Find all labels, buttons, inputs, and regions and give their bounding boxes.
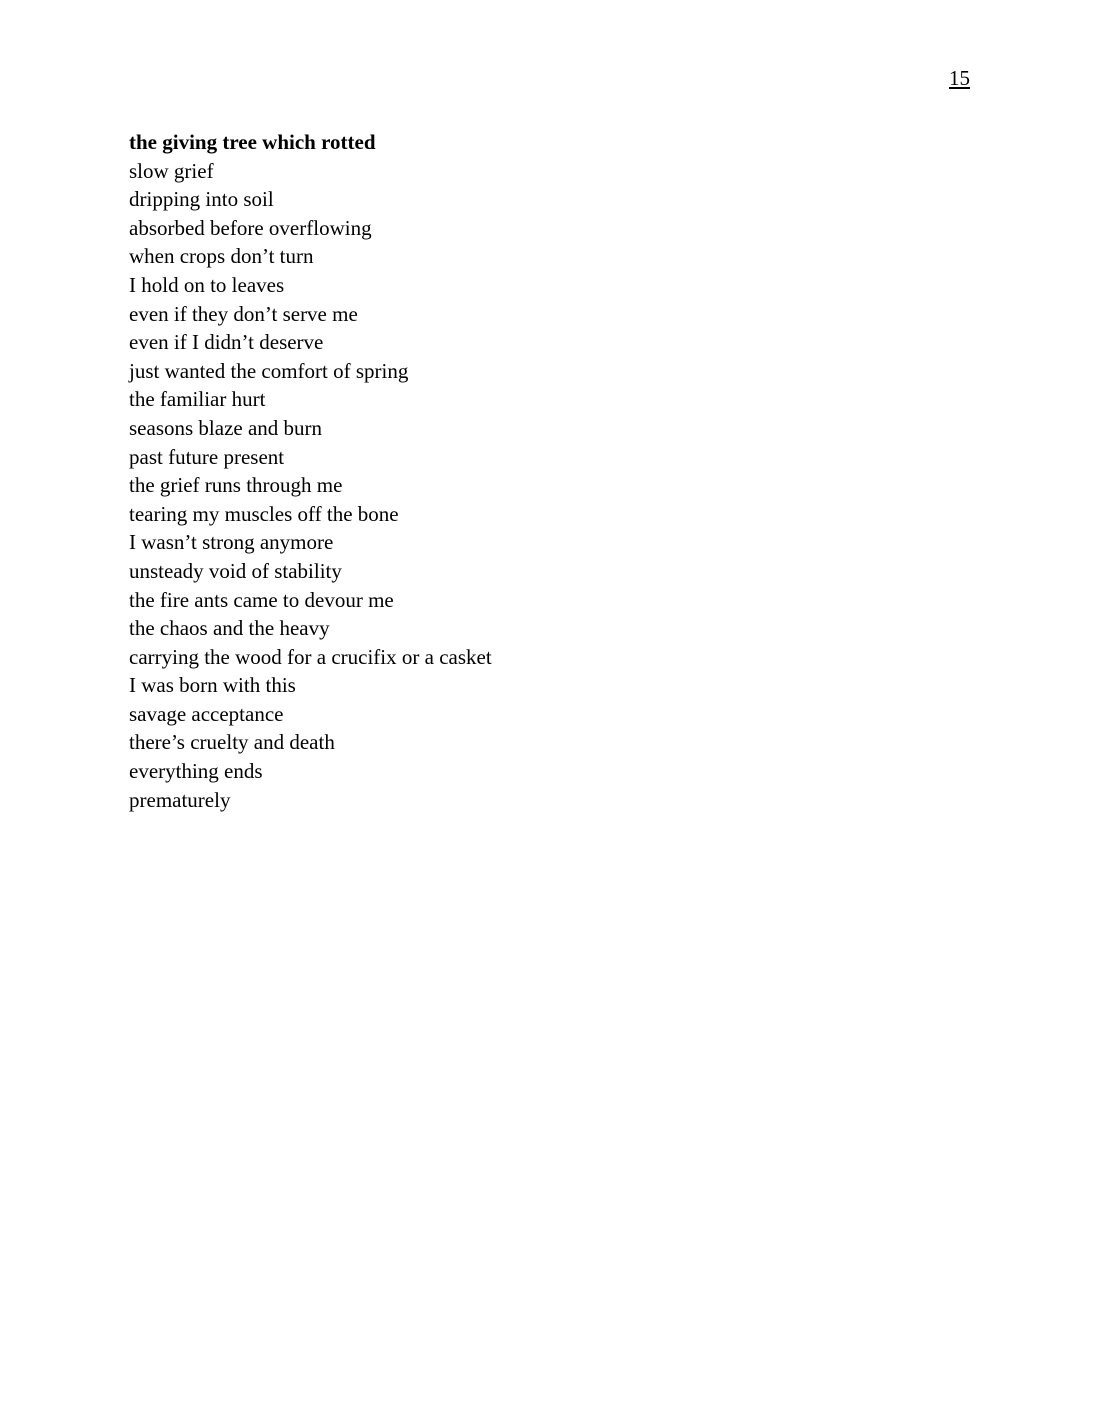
poem-line: the grief runs through me [129,473,343,498]
poem-line: absorbed before overflowing [129,215,372,240]
poem-line: the chaos and the heavy [129,616,330,641]
poem-line: carrying the wood for a crucifix or a casket [129,644,492,669]
poem-line: when crops don’t turn [129,244,314,269]
poem-line: just wanted the comfort of spring [129,358,409,383]
poem-line: there’s cruelty and death [129,730,335,755]
poem-line: even if I didn’t deserve [129,330,324,355]
page-number: 15 [949,66,970,90]
poem-line: dripping into soil [129,187,274,212]
poem-title: the giving tree which rotted [129,130,376,154]
poem-line: savage acceptance [129,701,284,726]
poem-line: I hold on to leaves [129,272,285,297]
poem-line: I wasn’t strong anymore [129,530,334,555]
poem-line: slow grief [129,158,214,183]
poem-line: everything ends [129,759,263,784]
poem-line: even if they don’t serve me [129,301,358,326]
poem-lines [129,157,929,815]
poem-line: tearing my muscles off the bone [129,501,399,526]
poem-line: seasons blaze and burn [129,415,323,440]
poem-line: the fire ants came to devour me [129,587,394,612]
poem [129,128,929,814]
poem-line: the familiar hurt [129,387,266,412]
poem-line: prematurely [129,787,231,812]
poem-line: past future present [129,444,285,469]
poem-line: unsteady void of stability [129,558,342,583]
poem-line: I was born with this [129,673,296,698]
